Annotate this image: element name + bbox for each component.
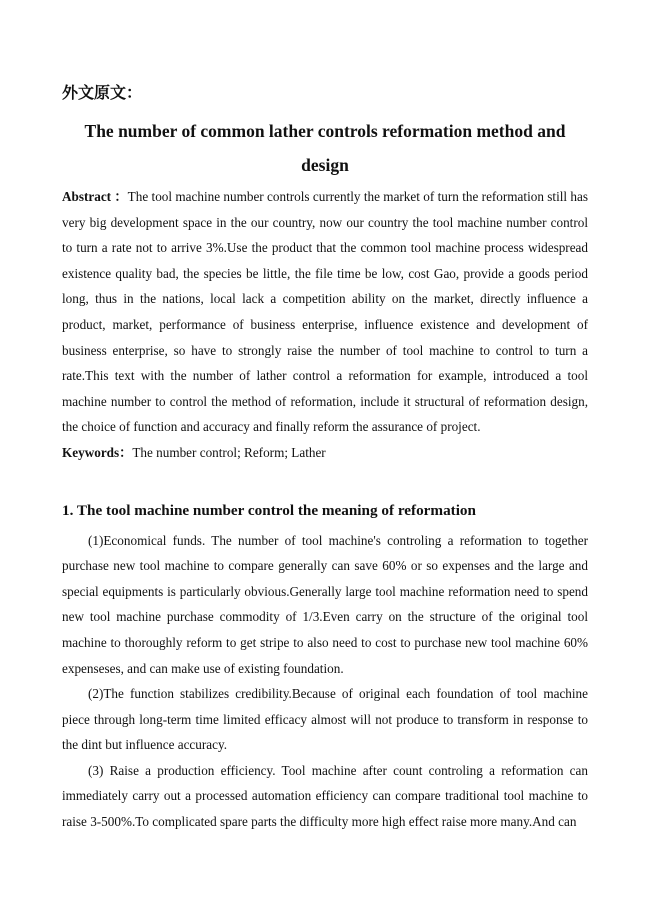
- title-line-1: The number of common lather controls reformation method and: [84, 121, 566, 141]
- body-paragraph-1: (1)Economical funds. The number of tool machine's controling a reformation to together purchase new tool machine to compare generally can save 60% or so expenses and the large and special equipments is particularly obvious.Generally large tool machine reformation need to spend new tool machine purchase commodity of 1/3.Even carry on the structure of the original tool machine to thoroughly reform to get stripe to also need to cost to purchase new tool machine 60% expenseses, and can make use of existing foundation.: [62, 532, 588, 676]
- body-paragraph-3: (3) Raise a production efficiency. Tool machine after count controling a reformation can immediately carry out a processed automation efficiency can compare traditional tool machine to raise 3-500%.To complicated spare parts the difficulty more high effect raise more many.And can: [62, 762, 588, 830]
- abstract-paragraph: [62, 184, 588, 440]
- title-line-2: design: [301, 155, 349, 175]
- keywords-text: The number control; Reform; Lather: [132, 444, 326, 460]
- keywords-line: [62, 440, 588, 466]
- document-page: [62, 82, 588, 835]
- body-paragraph-2: (2)The function stabilizes credibility.Because of original each foundation of tool machine piece through long-term time limited efficacy almost will not produce to transform in response to the dint but influence accuracy.: [62, 686, 588, 753]
- keywords-label: Keywords：: [62, 444, 133, 460]
- original-text-label: 外文原文：: [62, 83, 143, 102]
- section-heading: 1. The tool machine number control the meaning of reformation: [62, 501, 476, 519]
- abstract-label: Abstract ：: [62, 189, 128, 204]
- abstract-text: The tool machine number controls currently the market of turn the reformation still has very big development space in the our country, now our country the tool machine number control to turn a rate not to arrive 3%.Use the product that the common tool machine process widespread existence quality bad, the species be little, the file time be low, cost Gao, provide a goods period long, thus in the nations, local lack a competition ability on the market, directly influence a product, market, performance of business enterprise, influence existence and development of business enterprise, so have to strongly raise the number of tool machine to control to turn a rate.This text with the number of lather control a reformation for example, introduced a tool machine number to control the method of reformation, include it structural of reformation design, the choice of function and accuracy and finally reform the assurance of project.: [62, 189, 588, 435]
- document-title: [62, 114, 588, 182]
